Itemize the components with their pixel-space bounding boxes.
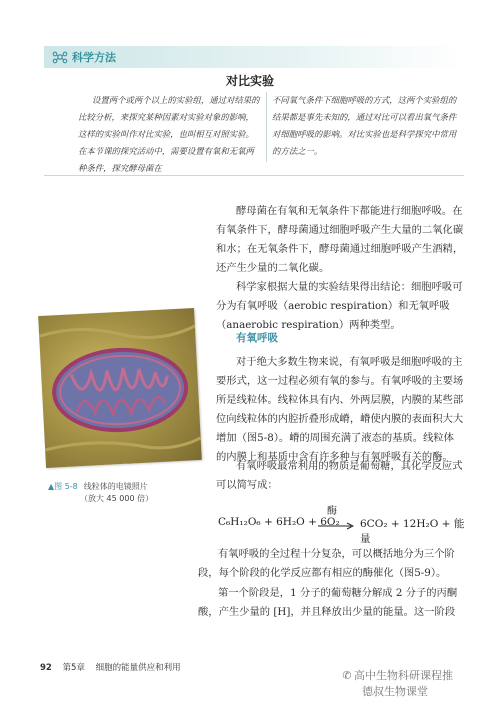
caption-line-2: （放大 45 000 倍） (80, 494, 154, 503)
respiration-equation (218, 506, 468, 545)
paragraph-stage-one: 第一个阶段是，1 分子的葡萄糖分解成 2 分子的丙酮酸，产生少量的 [H]，并且释放出少量的能量。这一阶段 (198, 587, 458, 618)
molecule-icon (52, 50, 68, 64)
box-title: 对比实验 (225, 74, 274, 88)
equation-catalyst: 酶 (327, 506, 337, 517)
box-text-left: 设置两个或两个以上的实验组，通过对结果的比较分析，来探究某种因素对实验对象的影响，这样的实验叫作对比实验，也叫相互对照实验。在本节课的探究活动中，需要设置有氧和无氧两种条件，探究酵母菌在 (78, 95, 260, 173)
chapter-number: 第5章 (62, 663, 85, 673)
page-footer (40, 661, 181, 673)
paragraph-mitochondria: 对于绝大多数生物来说，有氧呼吸是细胞呼吸的主要形式，这一过程必须有氧的参与。有氧呼吸的主要场所是线粒体。线粒体具有内、外两层膜，内膜的某些部位向线粒体的内腔折叠形成嵴，嵴使内膜的表面积大大增加（图5-8）。嵴的周围充满了液态的基质。线粒体的内膜上和基质中含有许多种与有氧呼吸有关的酶。 (216, 356, 464, 463)
caption-line-1: 线粒体的电镜照片 (83, 482, 148, 491)
page-number: 92 (40, 663, 52, 673)
reaction-arrow-icon (318, 522, 354, 530)
paragraph-yeast: 酵母菌在有氧和无氧条件下都能进行细胞呼吸。在有氧条件下，酵母菌通过细胞呼吸产生大量的二氧化碳和水；在无氧条件下，酵母菌通过细胞呼吸产生酒精，还产生少量的二氧化碳。 (216, 205, 464, 274)
watermark-text-1: 高中生物科研课程推 (354, 669, 453, 682)
watermark-line-2: 德叔生物课堂 (362, 685, 428, 698)
wechat-icon: ✆ (342, 669, 352, 682)
paragraph-glucose: 有氧呼吸最常利用的物质是葡萄糖，其化学反应式可以简写成： (216, 460, 463, 491)
watermark-line-1 (340, 668, 453, 683)
mitochondrion-photo (38, 308, 202, 468)
equation-rhs: 6CO₂ + 12H₂O + 能量 (360, 518, 465, 545)
figure-number: 图 5-8 (54, 482, 78, 491)
section-label: 科学方法 (72, 51, 116, 64)
box-bottom-rule (44, 175, 464, 176)
figure-caption (48, 481, 196, 505)
paragraph-conclusion: 科学家根据大量的实验结果得出结论：细胞呼吸可分为有氧呼吸（aerobic respiration）和无氧呼吸（anaerobic respiration）两种类型。 (216, 281, 463, 331)
paragraph-stages: 有氧呼吸的全过程十分复杂，可以概括地分为三个阶段，每个阶段的化学反应都有相应的酶催化（图5-9）。 (198, 548, 455, 579)
chapter-title: 细胞的能量供应和利用 (95, 663, 181, 673)
equation-lhs: C₆H₁₂O₆ + 6H₂O + 6O₂ (218, 516, 340, 528)
box-text-right: 不同氧气条件下细胞呼吸的方式，这两个实验组的结果都是事先未知的，通过对比可以看出氧气条件对细胞呼吸的影响。对比实验也是科学探究中常用的方法之一。 (272, 95, 457, 156)
caption-triangle-icon: ▲ (48, 482, 55, 491)
column-divider (266, 92, 267, 162)
section-heading: 有氧呼吸 (236, 332, 278, 344)
